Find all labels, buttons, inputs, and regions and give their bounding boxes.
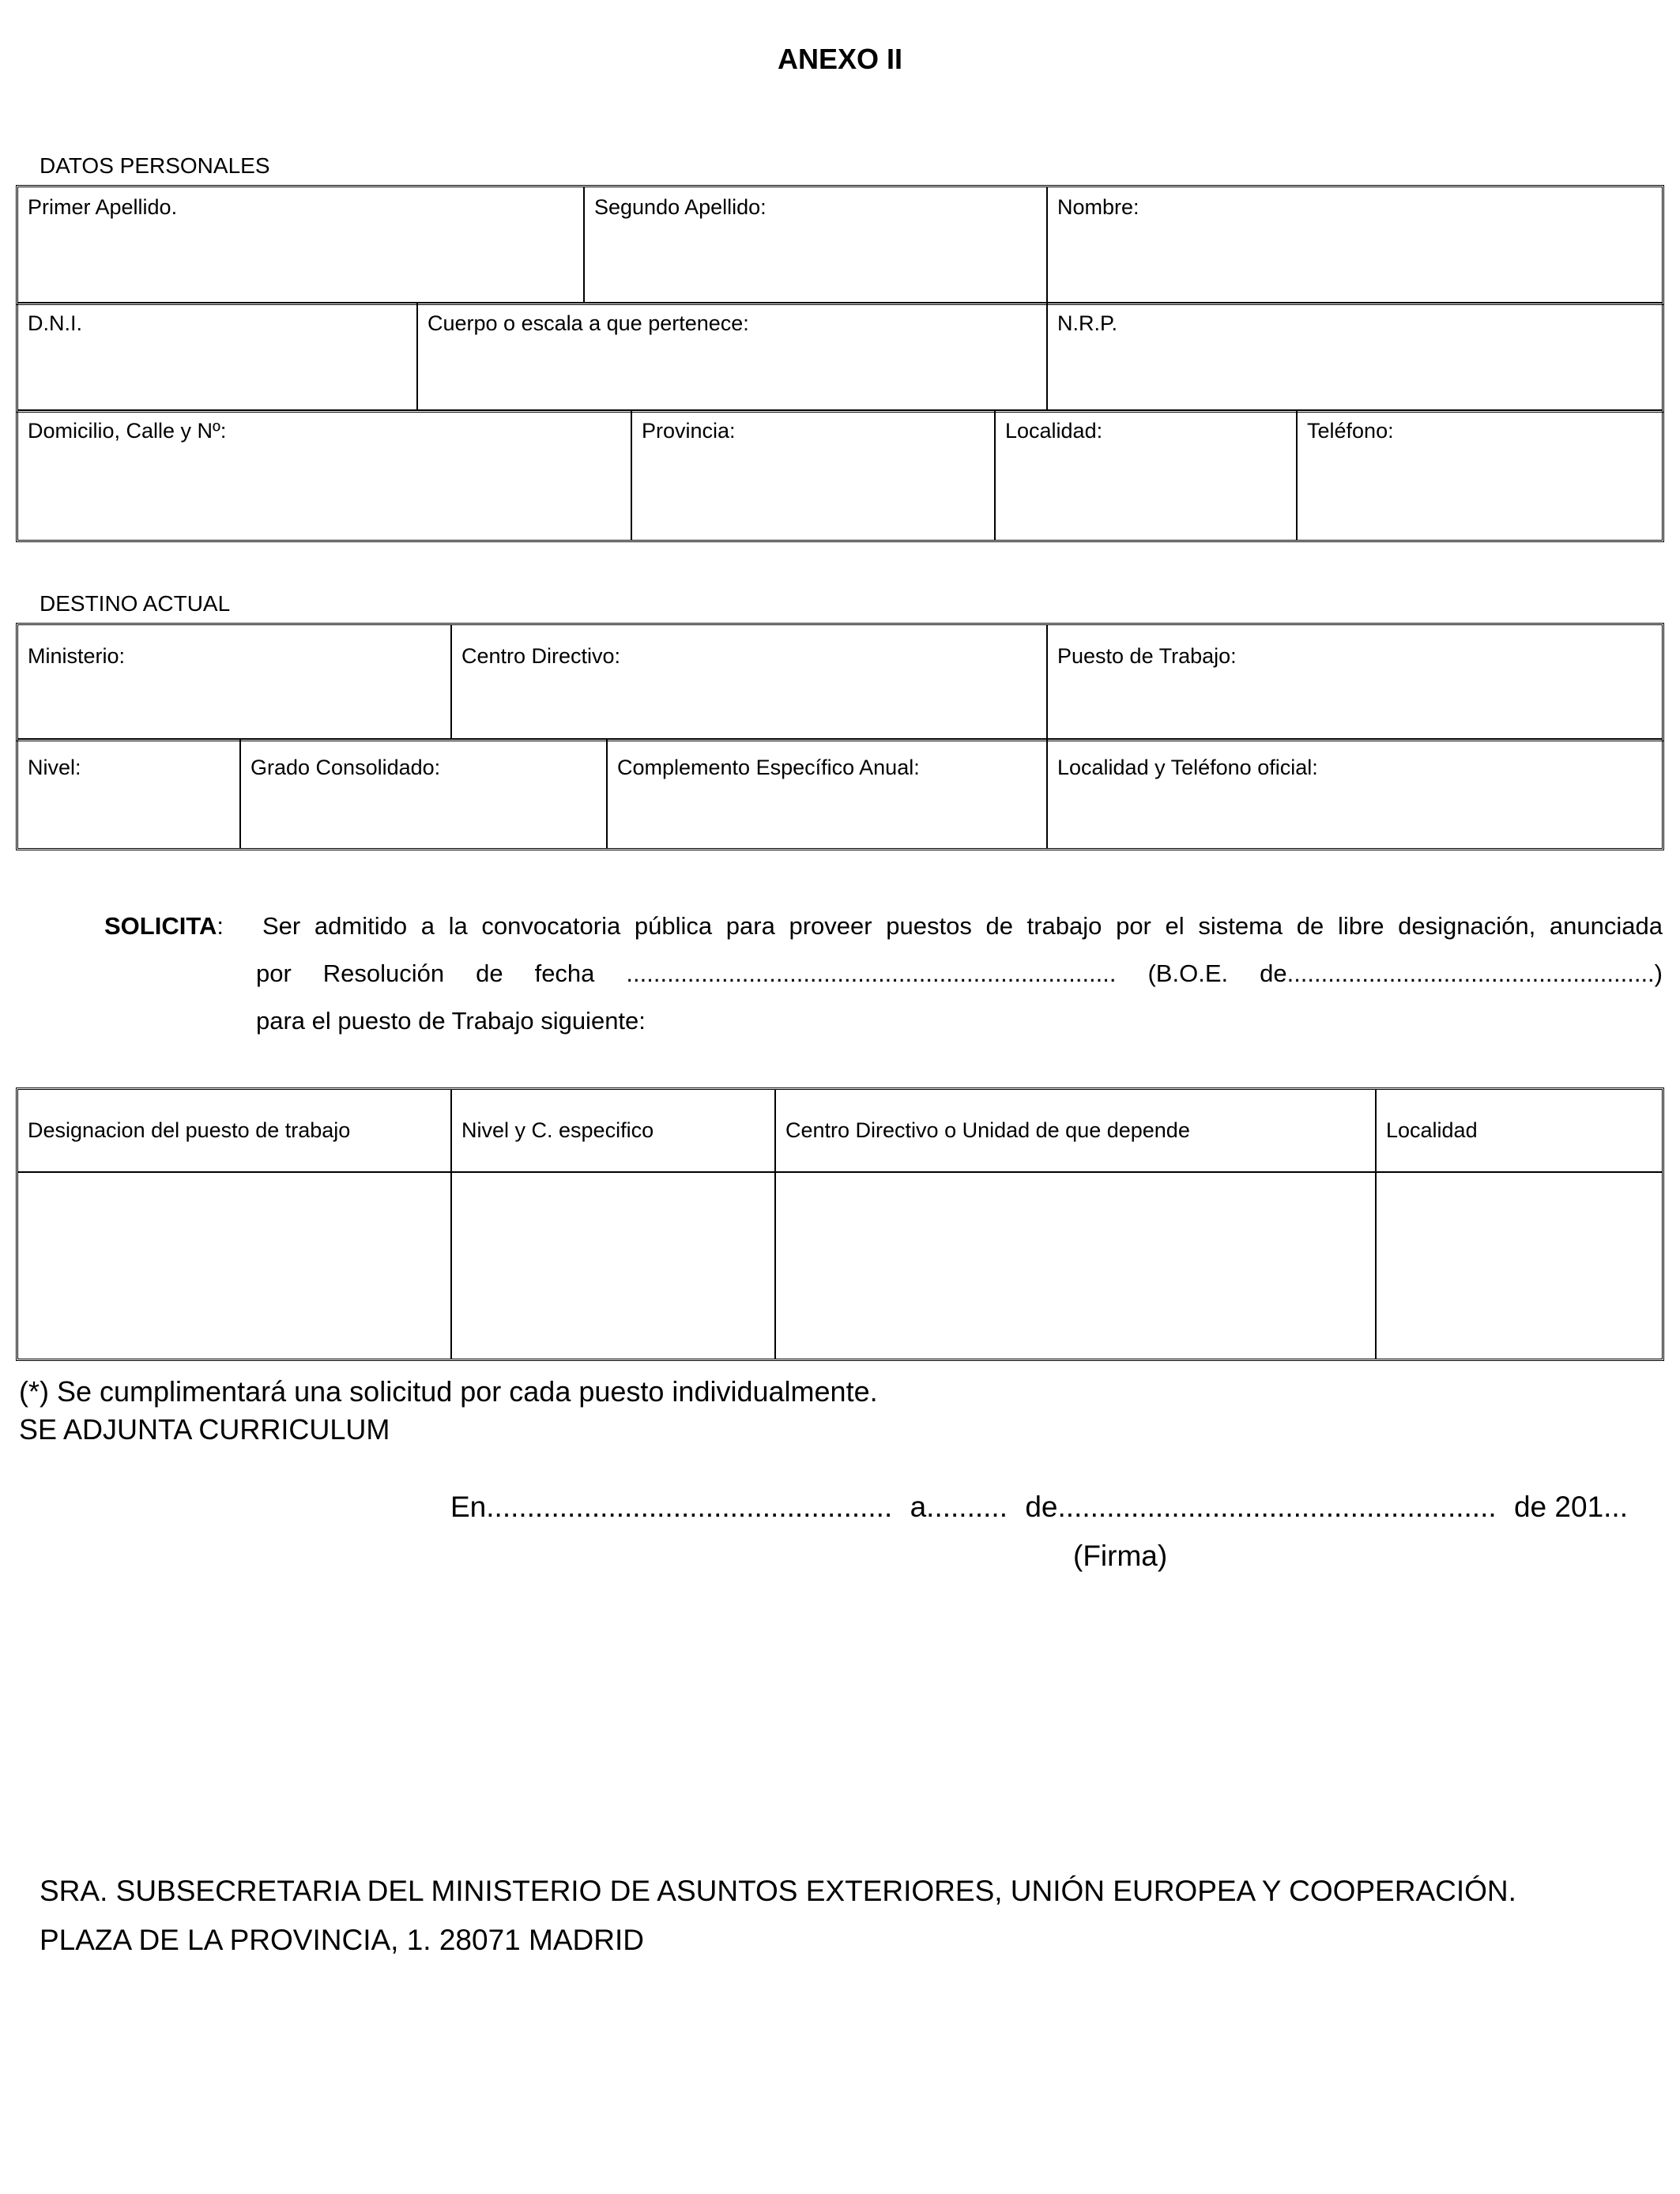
- cuerpo-escala-field[interactable]: Cuerpo o escala a que pertenece:: [417, 303, 1047, 410]
- solicitud-note: (*) Se cumplimentará una solicitud por cada puesto individualmente.: [19, 1375, 878, 1408]
- nivel-especifico-cell[interactable]: [451, 1172, 775, 1359]
- designacion-cell[interactable]: [18, 1172, 451, 1359]
- solicita-text: [256, 903, 1663, 1045]
- solicita-colon: :: [217, 912, 224, 940]
- solicita-line2: [256, 950, 1663, 997]
- puesto-trabajo-field[interactable]: Puesto de Trabajo:: [1047, 625, 1662, 739]
- fecha-dots[interactable]: ........................................................................: [626, 959, 1117, 987]
- solicita-de: de: [476, 959, 503, 987]
- grado-consolidado-field[interactable]: Grado Consolidado:: [240, 739, 607, 848]
- adjunta-curriculum: SE ADJUNTA CURRICULUM: [19, 1413, 390, 1446]
- nivel-field[interactable]: Nivel:: [18, 739, 240, 848]
- complemento-especifico-field[interactable]: Complemento Específico Anual:: [607, 739, 1047, 848]
- firma-label: (Firma): [1073, 1540, 1168, 1572]
- provincia-field[interactable]: Provincia:: [631, 410, 995, 540]
- boe-label: (B.O.E.: [1147, 959, 1229, 987]
- nivel-especifico-header: Nivel y C. especifico: [451, 1090, 775, 1172]
- document-title: ANEXO II: [777, 43, 903, 75]
- solicita-line3: para el puesto de Trabajo siguiente:: [256, 1007, 646, 1035]
- datos-personales-row2: [16, 302, 1664, 413]
- destino-actual-row2: [16, 738, 1664, 850]
- datos-personales-label: DATOS PERSONALES: [40, 153, 270, 178]
- primer-apellido-field[interactable]: Primer Apellido.: [18, 187, 584, 303]
- localidad-telefono-field[interactable]: Localidad y Teléfono oficial:: [1047, 739, 1662, 848]
- centro-directivo-field[interactable]: Centro Directivo:: [451, 625, 1047, 739]
- boe-dots[interactable]: de......................................................): [1260, 959, 1663, 987]
- telefono-field[interactable]: Teléfono:: [1297, 410, 1662, 540]
- firma-dia[interactable]: a..........: [910, 1491, 1008, 1523]
- localidad-field[interactable]: Localidad:: [995, 410, 1297, 540]
- solicita-label: [104, 912, 224, 941]
- localidad-header: Localidad: [1376, 1090, 1662, 1172]
- puesto-table: [16, 1088, 1664, 1361]
- centro-directivo-unidad-header: Centro Directivo o Unidad de que depende: [775, 1090, 1376, 1172]
- solicita-word: SOLICITA: [104, 912, 217, 940]
- designacion-header: Designacion del puesto de trabajo: [18, 1090, 451, 1172]
- ministerio-field[interactable]: Ministerio:: [18, 625, 451, 739]
- datos-personales-row1: [16, 185, 1664, 305]
- domicilio-field[interactable]: Domicilio, Calle y Nº:: [18, 410, 631, 540]
- solicita-line1: Ser admitido a la convocatoria pública para proveer puestos de trabajo por el sistema de libre designación, anunciada: [262, 912, 1663, 940]
- localidad-cell[interactable]: [1376, 1172, 1662, 1359]
- solicita-resolucion: Resolución: [322, 959, 445, 987]
- firma-line: [450, 1491, 1628, 1524]
- destino-actual-label: DESTINO ACTUAL: [40, 591, 231, 616]
- firma-mes[interactable]: de......................................................: [1025, 1491, 1497, 1523]
- dni-field[interactable]: D.N.I.: [18, 303, 417, 410]
- segundo-apellido-field[interactable]: Segundo Apellido:: [584, 187, 1047, 303]
- centro-directivo-unidad-cell[interactable]: [775, 1172, 1376, 1359]
- solicita-por: por: [256, 959, 292, 987]
- firma-anio[interactable]: de 201...: [1513, 1491, 1628, 1523]
- nrp-field[interactable]: N.R.P.: [1047, 303, 1662, 410]
- address-line1: SRA. SUBSECRETARIA DEL MINISTERIO DE ASUNTOS EXTERIORES, UNIÓN EUROPEA Y COOPERACIÓN.: [40, 1875, 1516, 1907]
- address-line2: PLAZA DE LA PROVINCIA, 1. 28071 MADRID: [40, 1924, 644, 1956]
- nombre-field[interactable]: Nombre:: [1047, 187, 1662, 303]
- firma-lugar[interactable]: En..................................................: [450, 1491, 893, 1523]
- solicita-fecha: fecha: [534, 959, 595, 987]
- datos-personales-row3: [16, 409, 1664, 542]
- destino-actual-row1: [16, 623, 1664, 741]
